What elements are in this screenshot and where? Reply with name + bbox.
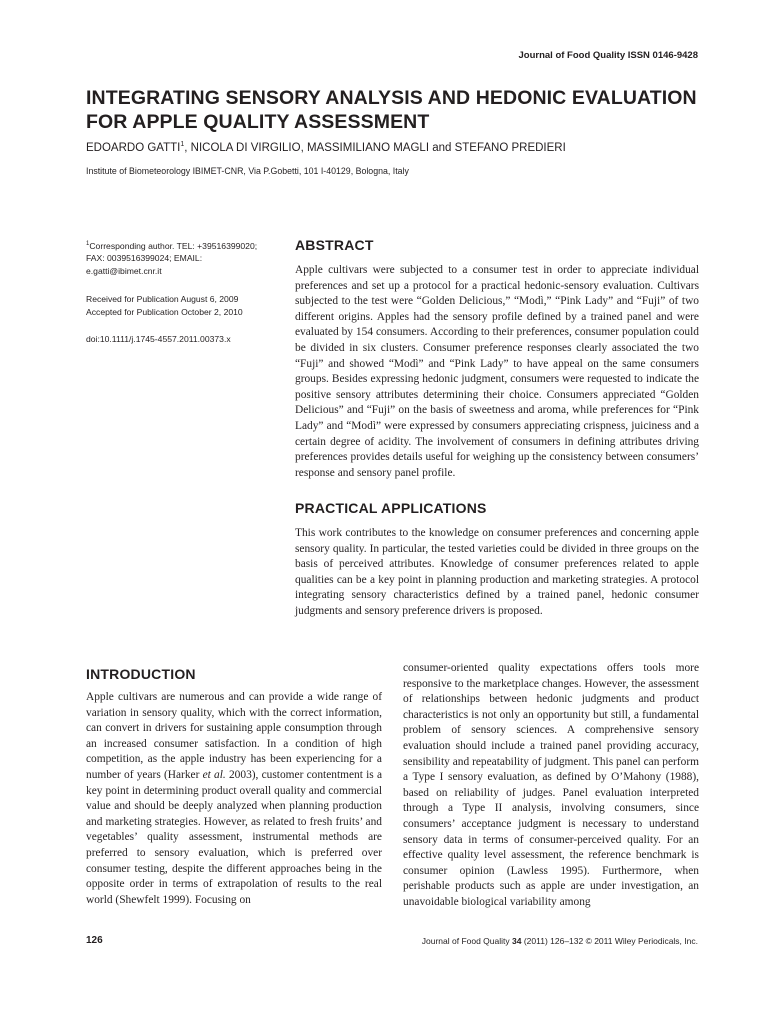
intro-text-part1: Apple cultivars are numerous and can provide a wide range of variation in sensory quality, which with the correct information, can convert in drivers for sustaining apple consumption through an increased consumer satisfaction. In a condition of high competition, as the apple industry has been experiencing for a number of years (Harker <box>86 691 382 781</box>
corresponding-author-mark: 1 <box>86 241 90 247</box>
journal-header: Journal of Food Quality ISSN 0146-9428 <box>518 50 698 61</box>
article-title: INTEGRATING SENSORY ANALYSIS AND HEDONIC EVALUATION FOR APPLE QUALITY ASSESSMENT <box>86 87 697 133</box>
intro-text-part2: 2003), customer contentment is a key point in determining product overall quality and commercial value and should be deeply analyzed when planning production and marketing strategies. However, as related to fresh fruits’ and vegetables’ quality assessment, instrumental methods are preferred to sensory evaluation, which is preferred over consumer testing, despite the different approaches being in the opposite order in terms of extrapolation of results to the real world (Shewfelt 1999). Focusing on <box>86 768 382 906</box>
introduction-text-right-column: consumer-oriented quality expectations offers tools more responsive to the marketplace changes. However, the assessment of relationships between hedonic judgments and product characteristics is not only an opportunity but still, a fundamental problem of sensory sciences. A comprehensive sensory evaluation should include a trained panel providing accuracy, sensibility and repeatability of judgment. This panel can perform a Type I sensory evaluation, as defined by O’Mahony (1988), based on reliability of judges. Panel evaluation interpreted through a Type II analysis, involving consumers, since consumers’ acceptance judgment is necessary to understand sensory data in terms of consumer-perceived quality. For an effective quality level assessment, the reference benchmark is consumer opinion (Lawless 1995). Furthermore, when perishable products such as apple are under investigation, an unavoidable biological variability among <box>403 662 699 908</box>
abstract-heading: ABSTRACT <box>295 237 374 253</box>
accepted-date: Accepted for Publication October 2, 2010 <box>86 306 243 317</box>
abstract-text: Apple cultivars were subjected to a consumer test in order to appreciate individual preferences and set up a protocol for a practical hedonic-sensory evaluation. Cultivars subjected to the test were “Golden Delicious,” “Modì,” “Pink Lady” and “Fuji” of two different origins. Apples had the sensory profile defined by a trained panel and were evaluated by 154 consumers. According to their preferences, consumer population could be divided in six clusters. Consumer preference responses clearly associated the two “Fuji” and showed “Modì” and “Pink Lady” to have appeal on the same consumers groups. Besides expressing hedonic judgment, consumers were requested to indicate the positive sensory attributes determining their choice. Consumers appreciated “Golden Delicious” and “Fuji” on the basis of sweetness and aroma, while preferences for “Pink Lady” and “Modì” were expressed by consumers appreciating crispness, juiciness and a certain degree of acidity. The involvement of consumers in defining attributes driving preferences provides details useful for weighing up the consistency between consumers’ response and sensory panel profile. <box>295 264 699 479</box>
footer-volume: 34 <box>512 936 522 946</box>
corresponding-author-note <box>86 238 286 277</box>
corresponding-author-fax: FAX: 0039516399024; EMAIL: <box>86 253 203 264</box>
author-name-first: EDOARDO GATTI <box>86 141 181 154</box>
affiliation: Institute of Biometeorology IBIMET-CNR, Via P.Gobetti, 101 I-40129, Bologna, Italy <box>86 166 409 176</box>
received-date: Received for Publication August 6, 2009 <box>86 294 239 304</box>
introduction-text-left-column <box>86 690 382 908</box>
practical-applications-heading: PRACTICAL APPLICATIONS <box>295 500 487 516</box>
footer-journal-name: Journal of Food Quality <box>421 936 512 946</box>
introduction-heading: INTRODUCTION <box>86 666 196 682</box>
intro-text-etal: et al. <box>202 768 226 781</box>
corresponding-author-email[interactable]: e.gatti@ibimet.cnr.it <box>86 265 162 276</box>
author-names-rest: , NICOLA DI VIRGILIO, MASSIMILIANO MAGLI and STEFANO PREDIERI <box>184 141 566 154</box>
page-number: 126 <box>86 935 103 946</box>
footer-year-pages: (2011) 126–132 © 2011 Wiley Periodicals, Inc. <box>521 936 698 946</box>
practical-applications-text: This work contributes to the knowledge on consumer preferences and concerning apple sensory quality. In particular, the tested varieties could be divided in three groups on the basis of perceived attributes. Knowledge of consumer preferences related to apple qualities can be a key point in planning production and marketing strategies. A protocol integrating sensory characteristics defined by a trained panel, hedonic consumer judgments and sensory preference drivers is proposed. <box>295 527 699 617</box>
corresponding-author-contact <box>86 238 286 252</box>
footer-citation <box>422 936 698 946</box>
author-list <box>86 137 706 156</box>
publication-dates <box>86 293 286 318</box>
author-footnote-mark: 1 <box>180 141 185 148</box>
doi[interactable]: doi:10.1111/j.1745-4557.2011.00373.x <box>86 334 231 344</box>
corresponding-author-phone: Corresponding author. TEL: +39516399020; <box>89 240 258 251</box>
